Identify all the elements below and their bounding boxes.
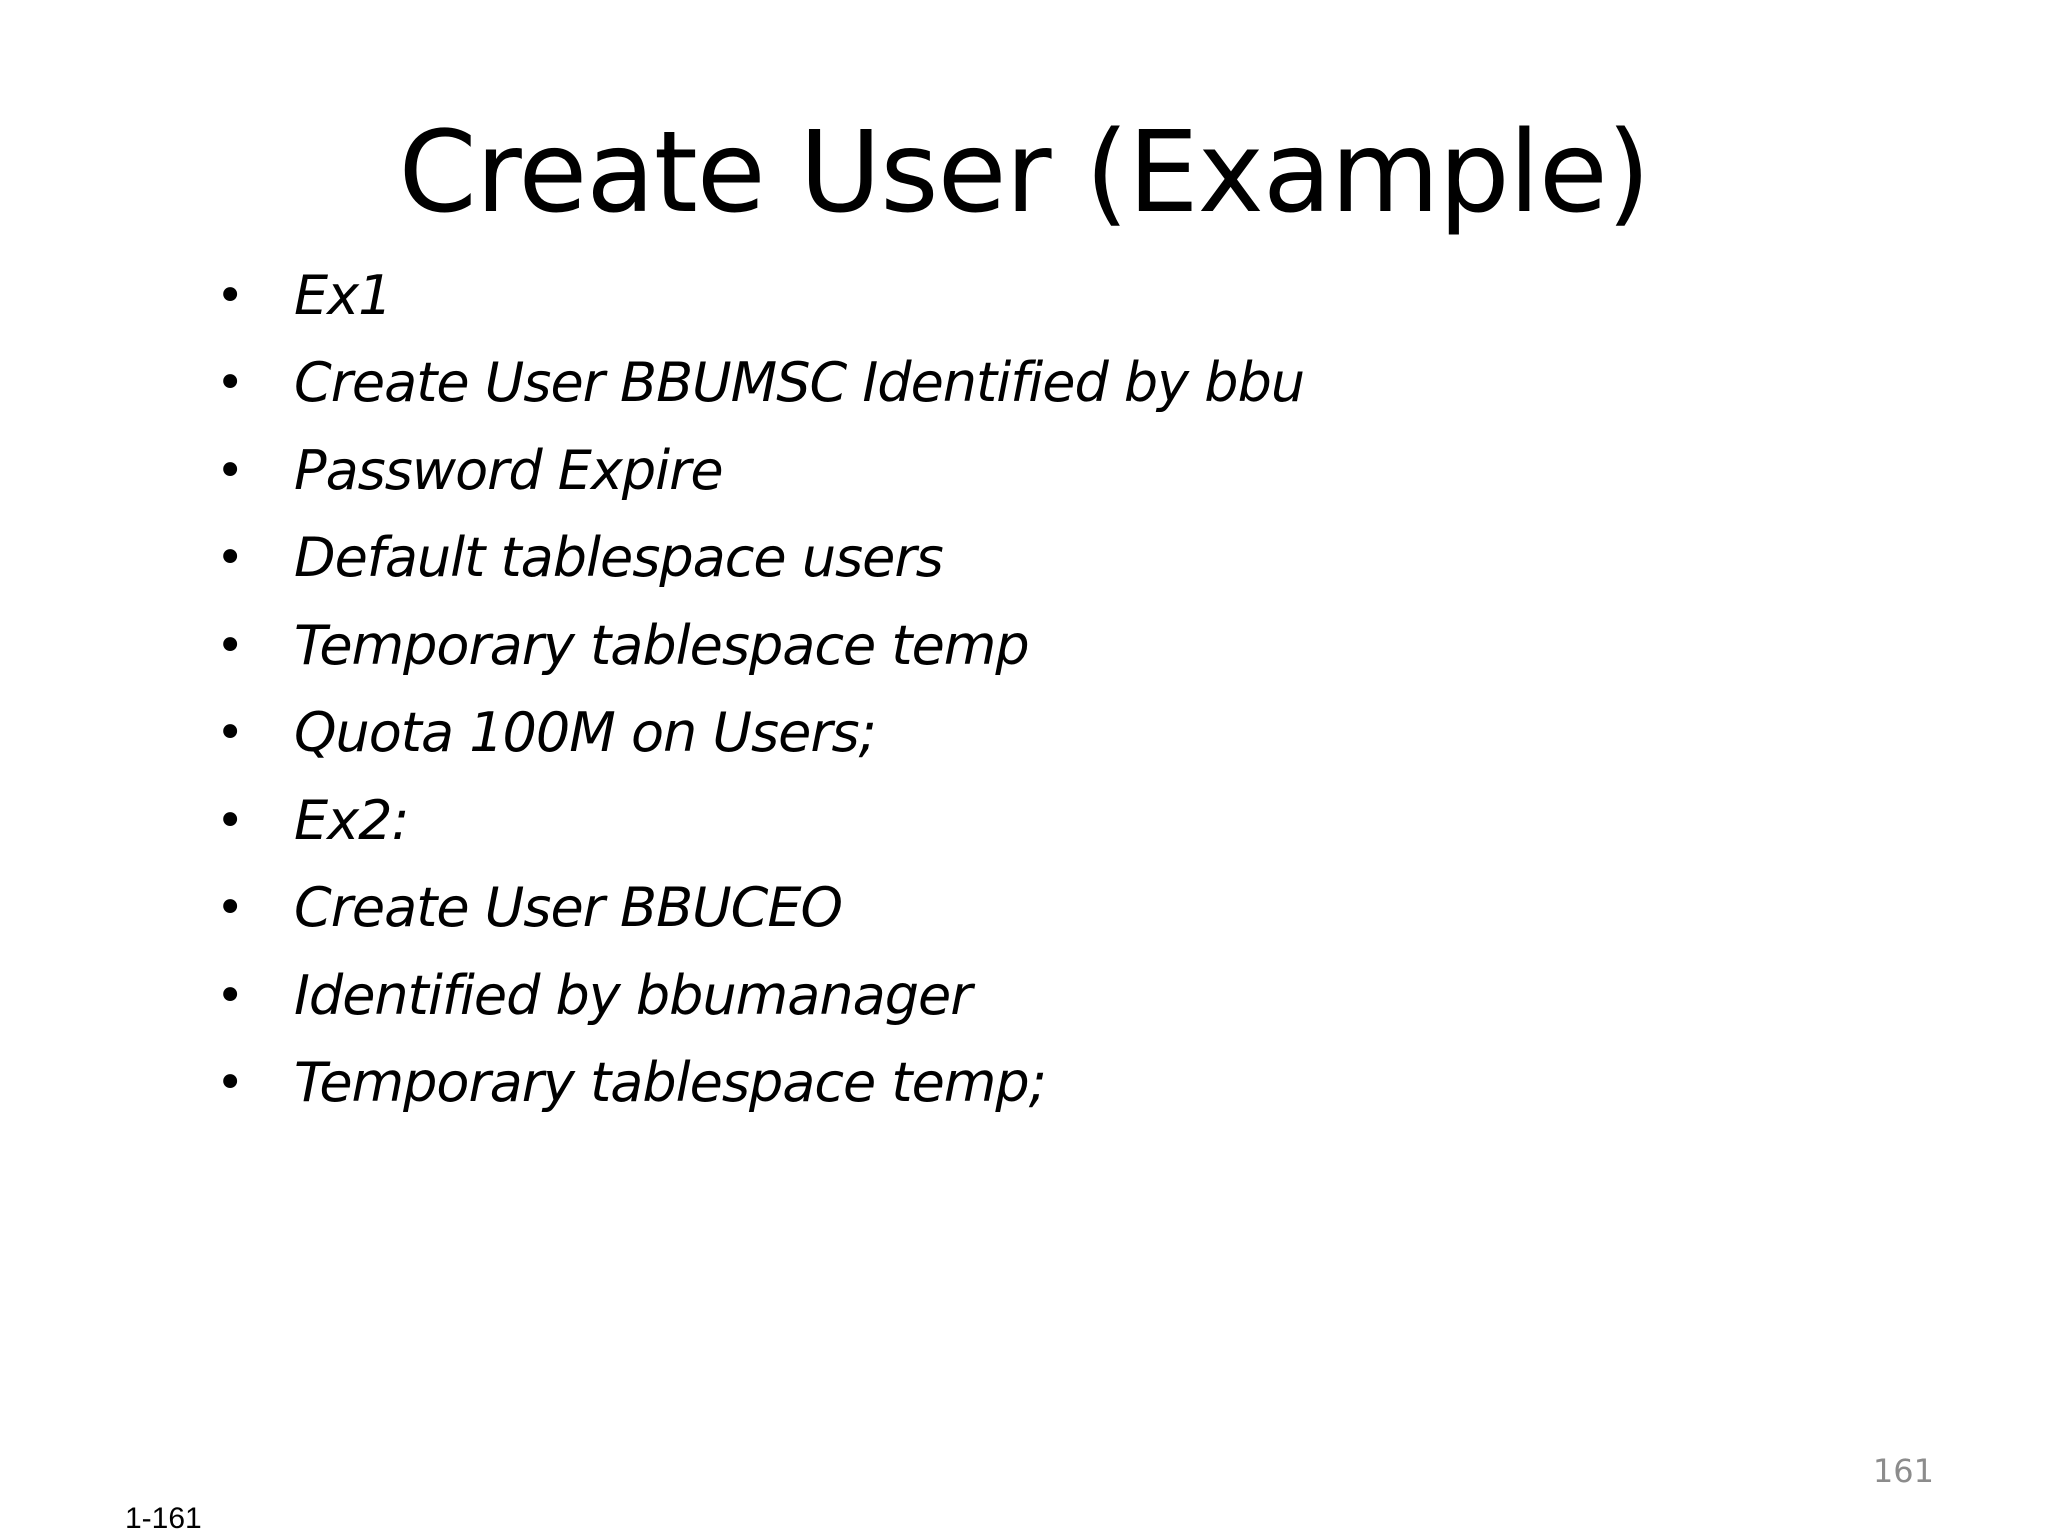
list-item bbox=[216, 777, 1304, 865]
bullet-icon: • bbox=[216, 617, 245, 674]
bullet-icon: • bbox=[216, 355, 245, 412]
bullet-list bbox=[216, 252, 1304, 1127]
bullet-text: Password Expire bbox=[294, 438, 723, 502]
list-item bbox=[216, 865, 1304, 953]
bullet-text: Create User BBUMSC Identified by bbu bbox=[294, 351, 1305, 415]
list-item bbox=[216, 1040, 1304, 1128]
bullet-icon: • bbox=[216, 792, 245, 849]
list-item bbox=[216, 515, 1304, 603]
bullet-text: Temporary tablespace temp bbox=[294, 613, 1029, 677]
slide-code: 1-161 bbox=[125, 1502, 202, 1535]
list-item bbox=[216, 340, 1304, 428]
bullet-icon: • bbox=[216, 967, 245, 1024]
bullet-text: Default tablespace users bbox=[294, 526, 943, 590]
bullet-text: Ex2: bbox=[294, 788, 409, 852]
bullet-icon: • bbox=[216, 530, 245, 587]
bullet-icon: • bbox=[216, 1055, 245, 1112]
bullet-text: Create User BBUCEO bbox=[294, 876, 842, 940]
list-item bbox=[216, 252, 1304, 340]
bullet-icon: • bbox=[216, 267, 245, 324]
slide-title: Create User (Example) bbox=[398, 108, 1650, 238]
bullet-icon: • bbox=[216, 705, 245, 762]
bullet-text: Temporary tablespace temp; bbox=[294, 1051, 1046, 1115]
list-item bbox=[216, 602, 1304, 690]
list-item bbox=[216, 952, 1304, 1040]
bullet-text: Ex1 bbox=[294, 263, 392, 327]
bullet-text: Identified by bbumanager bbox=[294, 963, 972, 1027]
bullet-icon: • bbox=[216, 442, 245, 499]
page-number: 161 bbox=[1872, 1452, 1934, 1490]
bullet-text: Quota 100M on Users; bbox=[294, 701, 876, 765]
bullet-icon: • bbox=[216, 880, 245, 937]
list-item bbox=[216, 690, 1304, 778]
list-item bbox=[216, 427, 1304, 515]
